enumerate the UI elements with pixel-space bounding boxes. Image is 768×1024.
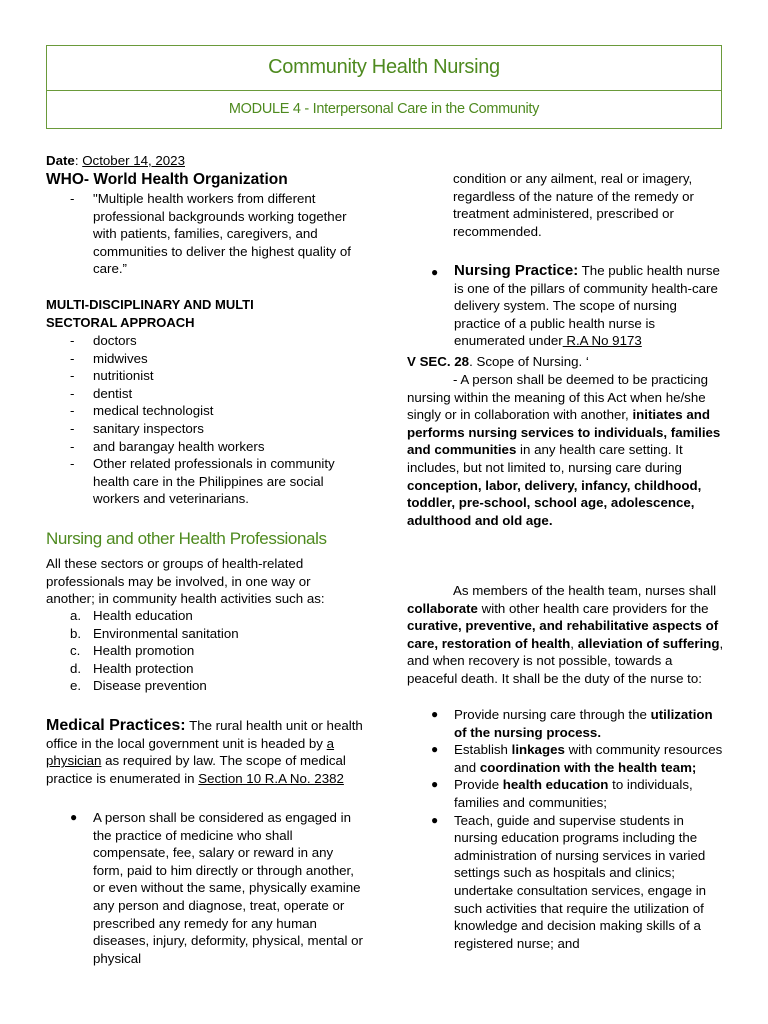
list-item: - midwives xyxy=(46,350,366,368)
module-title: MODULE 4 - Interpersonal Care in the Community xyxy=(228,101,540,118)
nursing-other-intro: All these sectors or groups of health-related professionals may be involved, in one way or another; in community health activities such as: xyxy=(46,556,325,607)
sec28-body: - A person shall be deemed to be practicing nursing within the meaning of this Act when he/she singly or in collaboration with another, initiates and performs nursing services to individuals, families and communities in any health care setting. It includes, but not limited to, nursing care during conception, labor, delivery, infancy, childhood, toddler, pre-school, school age, adolescence, adulthood and old age. xyxy=(407,372,721,528)
nursing-practice-list xyxy=(407,262,727,350)
activities-list xyxy=(46,607,366,695)
list-item: b. Environmental sanitation xyxy=(70,625,239,641)
list-item: - doctors xyxy=(46,332,366,350)
list-item: ● Provide nursing care through the utilization of the nursing process. xyxy=(431,707,713,740)
list-item: - nutritionist xyxy=(46,367,366,385)
list-item: - Other related professionals in community health care in the Philippines are social workers and veterinarians. xyxy=(46,455,366,508)
date-value: October 14, 2023 xyxy=(82,153,185,168)
team-paragraph: As members of the health team, nurses shall collaborate with other health care providers for the curative, preventive, and rehabilitative aspects of care, restoration of health, alleviation of suffering, and when recovery is not possible, towards a peaceful death. It shall be the duty of the nurse to: xyxy=(407,583,724,686)
list-item: ● Establish linkages with community resources and coordination with the health team; xyxy=(431,742,723,775)
multi-heading: MULTI-DISCIPLINARY AND MULTI SECTORAL APPROACH xyxy=(46,297,254,330)
nursing-practice-heading: Nursing Practice: xyxy=(454,262,579,279)
document-title: Community Health Nursing xyxy=(47,46,721,91)
who-heading: WHO- World Health Organization xyxy=(46,171,288,188)
nursing-other-heading: Nursing and other Health Professionals xyxy=(46,529,327,548)
list-item: - dentist xyxy=(46,385,366,403)
list-item: ● Teach, guide and supervise students in nursing education programs including the administration of nursing services in varied settings such as hospitals and clinics; undertake consultation services, engage in such activities that require the utilization of knowledge and decision making skills of a registered nurse; and xyxy=(431,812,707,951)
medical-continued: condition or any ailment, real or imagery, regardless of the nature of the remedy or treatment administered, prescribed or recommended. xyxy=(453,171,694,239)
multi-list xyxy=(46,332,366,508)
list-item: c. Health promotion xyxy=(70,643,195,659)
duties-list xyxy=(407,706,725,952)
list-item: ● Nursing Practice: The public health nurse is one of the pillars of community health-care delivery system. The scope of nursing practice of a public health nurse is enumerated under R.A No 9173 xyxy=(431,262,720,349)
ra-ref: R.A No 9173 xyxy=(562,333,642,349)
medical-bullets xyxy=(46,809,366,967)
list-item: - and barangay health workers xyxy=(46,438,366,456)
list-item: e. Disease prevention xyxy=(70,678,207,694)
date-label: Date xyxy=(46,153,75,168)
list-item: ● A person shall be considered as engaged in the practice of medicine who shall compensate, fee, salary or reward in any form, paid to him directly or through another, or even without the same, physically examine any person and diagnose, treat, operate or prescribed any remedy for any human diseases, injury, deformity, physical, mental or physical xyxy=(70,810,363,966)
list-item: a. Health education xyxy=(70,608,193,623)
header-box xyxy=(46,45,722,129)
who-quote: - "Multiple health workers from different professional backgrounds working together with patients, families, caregivers, and communities to deliver the highest quality of care.” xyxy=(46,190,366,278)
list-item: ● Provide health education to individuals, families and communities; xyxy=(431,777,693,810)
medical-heading: Medical Practices: xyxy=(46,717,186,734)
physician-link: a physician xyxy=(46,735,335,769)
medical-paragraph: Medical Practices: The rural health unit or health office in the local government unit is headed by a physician as required by law. The scope of medical practice is enumerated in Section 10 R.A No. 2382 xyxy=(46,717,363,786)
date-line: Date: October 14, 2023 xyxy=(46,153,185,168)
who-list xyxy=(46,190,366,278)
section-ref: Section 10 R.A No. 2382 xyxy=(198,770,344,786)
list-item: - medical technologist xyxy=(46,402,366,420)
list-item: d. Health protection xyxy=(70,660,194,676)
sec28-heading: V SEC. 28. Scope of Nursing. ‘ xyxy=(407,354,589,369)
list-item: - sanitary inspectors xyxy=(46,420,366,438)
